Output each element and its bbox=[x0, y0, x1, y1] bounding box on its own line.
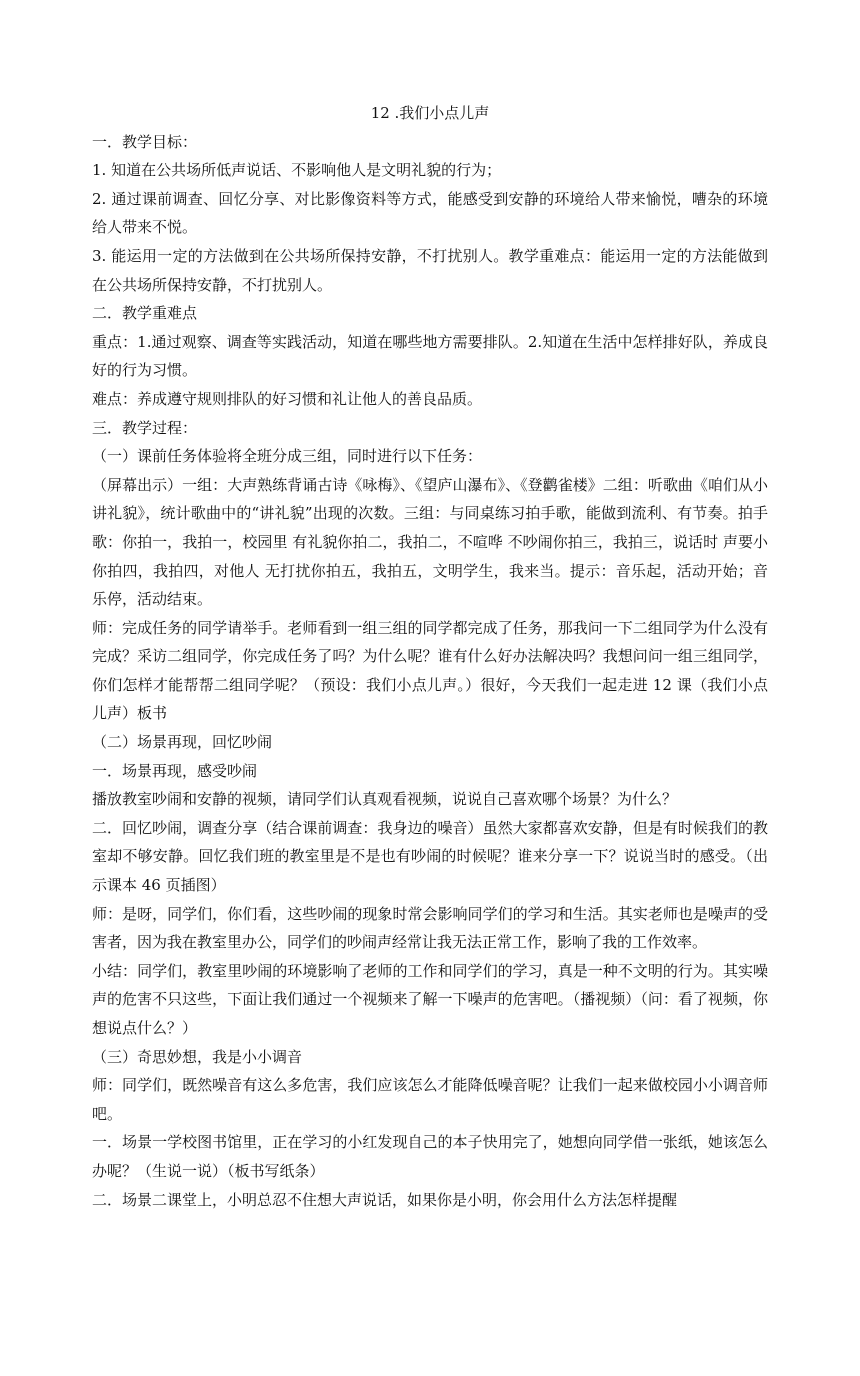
section-3-heading: （三）奇思妙想，我是小小调音 bbox=[92, 1047, 303, 1066]
document-title: 12 .我们小点儿声 bbox=[370, 104, 490, 122]
subsection-scene-replay: 一．场景再现，感受吵闹 bbox=[92, 761, 258, 780]
heading-key-difficulties: 二．教学重难点 bbox=[92, 304, 198, 323]
video-paragraph: 播放教室吵闹和安静的视频，请同学们认真观看视频，说说自己喜欢哪个场景？为什么？ bbox=[92, 790, 678, 809]
teacher-paragraph-1: 师：完成任务的同学请举手。老师看到一组三组的同学都完成了任务，那我问一下二组同学为什么没有完成？采访二组同学，你完成任务了吗？为什么呢？谁有什么好办法解决吗？我想问问一组三组同学，你们怎样才能帮帮二组同学呢？（预设：我们小点儿声。）很好，今天我们一起走进 12 课（我们小点儿声）板书 bbox=[92, 618, 768, 723]
goal-item-1: 1. 知道在公共场所低声说话、不影响他人是文明礼貌的行为； bbox=[92, 161, 502, 180]
teacher-paragraph-2: 师：是呀，同学们，你们看，这些吵闹的现象时常会影响同学们的学习和生活。其实老师也是噪声的受害者，因为我在教室里办公，同学们的吵闹声经常让我无法正常工作，影响了我的工作效率。 bbox=[92, 904, 768, 952]
goal-item-3: 3. 能运用一定的方法做到在公共场所保持安静，不打扰别人。教学重难点：能运用一定的方法能做到在公共场所保持安静，不打扰别人。 bbox=[92, 246, 768, 294]
heading-teaching-process: 三．教学过程： bbox=[92, 418, 198, 437]
heading-teaching-goals: 一．教学目标： bbox=[92, 132, 198, 151]
task-paragraph: （屏幕出示）一组：大声熟练背诵古诗《咏梅》、《望庐山瀑布》、《登鹳雀楼》二组：听歌曲《咱们从小讲礼貌》，统计歌曲中的“讲礼貌”出现的次数。三组：与同桌练习拍手歌，能做到流利、有节奏。拍手歌：你拍一，我拍一，校园里 有礼貌你拍二，我拍二，不喧哗 不吵闹你拍三，我拍三，说话时 声要小你拍四，我拍四，对他人 无打扰你拍五，我拍五，文明学生，我来当。提示：音乐起，活动开始；音乐停，活动结束。 bbox=[92, 475, 768, 609]
summary-paragraph: 小结：同学们，教室里吵闹的环境影响了老师的工作和同学们的学习，真是一种不文明的行为。其实噪声的危害不只这些，下面让我们通过一个视频来了解一下噪声的危害吧。（播视频）（问：看了视频，你想说点什么？） bbox=[92, 961, 768, 1037]
teacher-paragraph-3: 师：同学们，既然噪音有这么多危害，我们应该怎么才能降低噪音呢？让我们一起来做校园小小调音师吧。 bbox=[92, 1076, 768, 1123]
key-points-paragraph: 重点：1.通过观察、调查等实践活动，知道在哪些地方需要排队。2.知道在生活中怎样排好队，养成良好的行为习惯。 bbox=[92, 332, 768, 380]
document-page bbox=[92, 99, 768, 1214]
scene-2-paragraph: 二．场景二课堂上，小明总忍不住想大声说话，如果你是小明，你会用什么方法怎样提醒 bbox=[92, 1190, 678, 1209]
difficulty-paragraph: 难点：养成遵守规则排队的好习惯和礼让他人的善良品质。 bbox=[92, 389, 483, 408]
recall-paragraph: 二．回忆吵闹，调查分享（结合课前调查：我身边的噪音）虽然大家都喜欢安静，但是有时候我们的教室却不够安静。回忆我们班的教室里是不是也有吵闹的时候呢？谁来分享一下？说说当时的感受。（出示课本 46 页插图） bbox=[92, 818, 768, 895]
goal-item-2: 2. 通过课前调查、回忆分享、对比影像资料等方式，能感受到安静的环境给人带来愉悦，嘈杂的环境给人带来不悦。 bbox=[92, 189, 768, 237]
section-2-heading: （二）场景再现，回忆吵闹 bbox=[92, 733, 273, 752]
section-1-heading: （一）课前任务体验将全班分成三组，同时进行以下任务： bbox=[92, 447, 483, 466]
scene-1-paragraph: 一．场景一学校图书馆里，正在学习的小红发现自己的本子快用完了，她想向同学借一张纸，她该怎么办呢？（生说一说）（板书写纸条） bbox=[92, 1133, 768, 1180]
